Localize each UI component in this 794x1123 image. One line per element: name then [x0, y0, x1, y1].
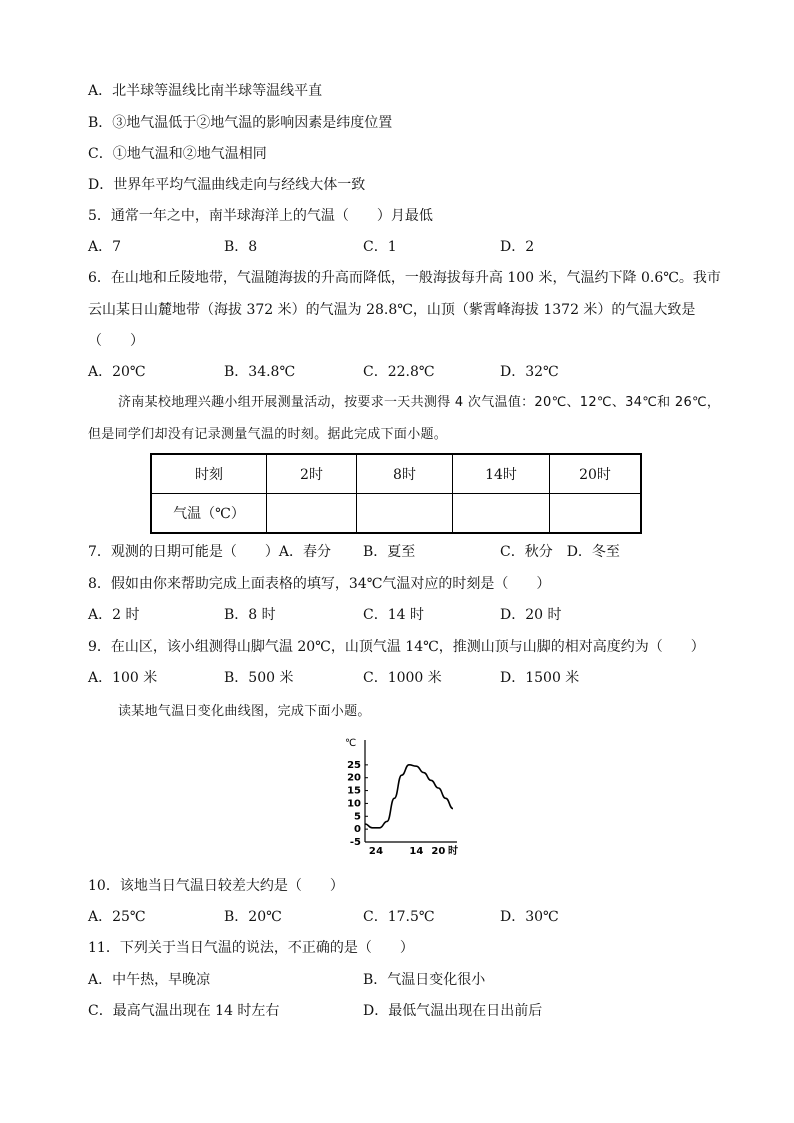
table-header-cell: 20时: [550, 454, 642, 494]
intro-chart-passage: 读某地气温日变化曲线图，完成下面小题。: [118, 704, 371, 719]
q10-stem: 10．该地当日气温日较差大约是（ ）: [88, 878, 344, 894]
q5-option-c: C．1: [363, 239, 397, 255]
y-tick-label: 5: [354, 811, 361, 823]
q10-option-c: C．17.5℃: [363, 909, 435, 925]
temperature-curve: [365, 765, 453, 828]
table-row: [151, 494, 641, 534]
intro-passage-line1: 济南某校地理兴趣小组开展测量活动，按要求一天共测得 4 次气温值：20℃、12℃、34℃和 26℃，: [118, 395, 721, 410]
table-row-label: 气温（℃）: [151, 494, 267, 534]
q5-option-a: A．7: [88, 239, 122, 255]
daily-temperature-chart: [335, 734, 465, 864]
q11-option-d: D．最低气温出现在日出前后: [363, 1003, 543, 1019]
x-tick-label: 20: [431, 846, 446, 857]
table-header-cell: 2时: [267, 454, 357, 494]
q6-option-c: C．22.8℃: [363, 364, 435, 380]
q11-stem: 11．下列关于当日气温的说法，不正确的是（ ）: [88, 940, 414, 956]
q4-option-a: A．北半球等温线比南半球等温线平直: [88, 83, 323, 99]
y-tick-label: 20: [347, 772, 361, 784]
q6-stem-line3: （ ）: [88, 333, 144, 349]
q8-option-c: C．14 时: [363, 607, 424, 623]
q10-option-a: A．25℃: [88, 909, 146, 925]
y-tick-label: 15: [347, 785, 361, 797]
intro-passage-line2: 但是同学们却没有记录测量气温的时刻。据此完成下面小题。: [88, 427, 448, 442]
q6-option-a: A．20℃: [88, 364, 146, 380]
q5-option-d: D．2: [500, 239, 535, 255]
q8-option-b: B．8 时: [224, 607, 276, 623]
y-tick-label: 0: [354, 824, 361, 836]
q7-stem: 7．观测的日期可能是（ ）A．春分: [88, 544, 332, 560]
temperature-table: [150, 453, 642, 534]
q9-option-b: B．500 米: [224, 670, 294, 686]
q6-option-d: D．32℃: [500, 364, 559, 380]
table-header-cell: 14时: [453, 454, 550, 494]
q8-stem: 8．假如由你来帮助完成上面表格的填写，34℃气温对应的时刻是（ ）: [88, 576, 551, 592]
q7-option-cd: C．秋分 D．冬至: [500, 544, 620, 560]
q8-option-d: D．20 时: [500, 607, 562, 623]
q9-option-a: A．100 米: [88, 670, 158, 686]
q4-option-c: C．①地气温和②地气温相同: [88, 146, 267, 162]
q10-option-b: B．20℃: [224, 909, 282, 925]
table-cell-empty: [550, 494, 642, 534]
y-axis-unit: ℃: [345, 738, 357, 749]
x-tick-label: 14: [409, 846, 424, 857]
table-cell-empty: [453, 494, 550, 534]
q6-option-b: B．34.8℃: [224, 364, 296, 380]
y-tick-label: -5: [349, 837, 361, 848]
q4-option-d: D．世界年平均气温曲线走向与经线大体一致: [88, 177, 366, 193]
q6-stem-line2: 云山某日山麓地带（海拔 372 米）的气温为 28.8℃，山顶（紫霄峰海拔 1372 米）的气温大致是: [88, 302, 696, 318]
y-tick-label: 10: [347, 798, 361, 810]
q11-option-c: C．最高气温出现在 14 时左右: [88, 1003, 280, 1019]
q7-option-b: B．夏至: [363, 544, 416, 560]
q9-stem: 9．在山区，该小组测得山脚气温 20℃，山顶气温 14℃，推测山顶与山脚的相对高度约为（ ）: [88, 639, 705, 655]
q5-stem: 5．通常一年之中，南半球海洋上的气温（ ）月最低: [88, 208, 433, 224]
q11-option-b: B．气温日变化很小: [363, 972, 486, 988]
q4-option-b: B．③地气温低于②地气温的影响因素是纬度位置: [88, 115, 393, 131]
x-axis-unit: 时: [448, 846, 458, 857]
x-tick-label: 2: [368, 846, 376, 857]
q5-option-b: B．8: [224, 239, 258, 255]
q10-option-d: D．30℃: [500, 909, 559, 925]
q9-option-d: D．1500 米: [500, 670, 580, 686]
table-header-cell: 时刻: [151, 454, 267, 494]
x-tick-label: 4: [376, 846, 384, 857]
table-cell-empty: [267, 494, 357, 534]
y-tick-label: 25: [347, 759, 361, 771]
q8-option-a: A．2 时: [88, 607, 140, 623]
table-header-cell: 8时: [357, 454, 453, 494]
q6-stem-line1: 6．在山地和丘陵地带，气温随海拔的升高而降低，一般海拔每升高 100 米，气温约下降 0.6℃。我市: [88, 270, 721, 286]
q9-option-c: C．1000 米: [363, 670, 442, 686]
table-cell-empty: [357, 494, 453, 534]
table-header-row: [151, 454, 641, 494]
q11-option-a: A．中午热，早晚凉: [88, 972, 211, 988]
